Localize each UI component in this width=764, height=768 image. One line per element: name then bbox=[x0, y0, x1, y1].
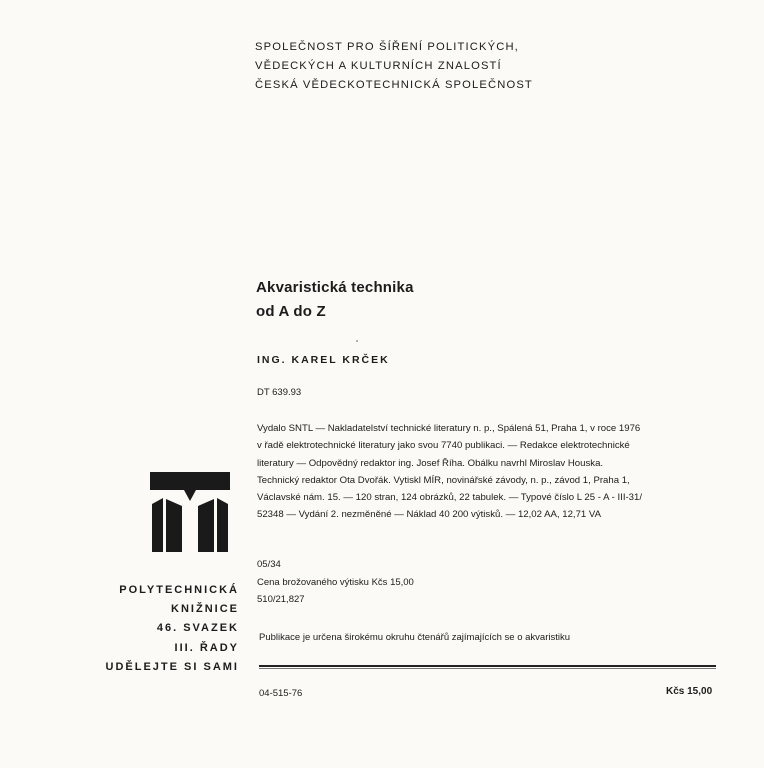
classification-code: DT 639.93 bbox=[257, 387, 302, 398]
imprint-line: literatury — Odpovědný redaktor ing. Josef Říha. Obálku navrhl Miroslav Houska. bbox=[257, 457, 604, 469]
imprint-line: v řadě elektrotechnické literatury jako svou 7740 publikaci. — Redakce elektrotechnické bbox=[257, 440, 630, 452]
imprint-line: Vydalo SNTL — Nakladatelství technické literatury n. p., Spálená 51, Praha 1, v roce 1976 bbox=[257, 423, 641, 434]
price-line: Cena brožovaného výtisku Kčs 15,00 bbox=[257, 576, 414, 588]
imprint-line: Technický redaktor Ota Dvořák. Vytiskl MÍR, novinářské závody, n. p., závod 1, Praha 1, bbox=[257, 474, 630, 486]
footer-price: Kčs 15,00 bbox=[666, 686, 713, 697]
book-title-line: od A do Z bbox=[256, 303, 326, 320]
divider bbox=[259, 665, 716, 667]
divider bbox=[259, 668, 716, 669]
society-heading bbox=[255, 38, 533, 95]
book-author: ING. KAREL KRČEK bbox=[257, 354, 390, 366]
series-line: III. ŘADY bbox=[174, 641, 239, 654]
ink-dot bbox=[356, 340, 358, 342]
imprint-block bbox=[257, 420, 715, 524]
series-line: KNIŽNICE bbox=[171, 603, 239, 616]
price-block bbox=[257, 556, 414, 609]
series-line: POLYTECHNICKÁ bbox=[119, 584, 239, 596]
society-line: VĚDECKÝCH A KULTURNÍCH ZNALOSTÍ bbox=[255, 60, 502, 72]
price-line: 510/21,827 bbox=[257, 594, 305, 605]
audience-note: Publikace je určena širokému okruhu čtenářů zajímajících se o akvaristiku bbox=[259, 632, 571, 643]
footer-code: 04-515-76 bbox=[259, 688, 303, 699]
society-line: SPOLEČNOST PRO ŠÍŘENÍ POLITICKÝCH, bbox=[255, 41, 519, 53]
imprint-line: 52348 — Vydání 2. nezměněné — Náklad 40 200 výtisků. — 12,02 AA, 12,71 VA bbox=[257, 509, 601, 521]
book-title-line: Akvaristická technika bbox=[256, 279, 414, 296]
publisher-logo-icon bbox=[148, 470, 232, 559]
series-line: UDĚLEJTE SI SAMI bbox=[105, 660, 239, 673]
society-line: ČESKÁ VĚDECKOTECHNICKÁ SPOLEČNOST bbox=[255, 79, 533, 91]
series-line: 46. SVAZEK bbox=[156, 622, 239, 635]
price-line: 05/34 bbox=[257, 559, 281, 570]
imprint-line: Václavské nám. 15. — 120 stran, 124 obrázků, 22 tabulek. — Typové číslo L 25 - A - III-31/ bbox=[257, 492, 643, 504]
series-info bbox=[96, 581, 239, 677]
book-title bbox=[256, 276, 414, 324]
